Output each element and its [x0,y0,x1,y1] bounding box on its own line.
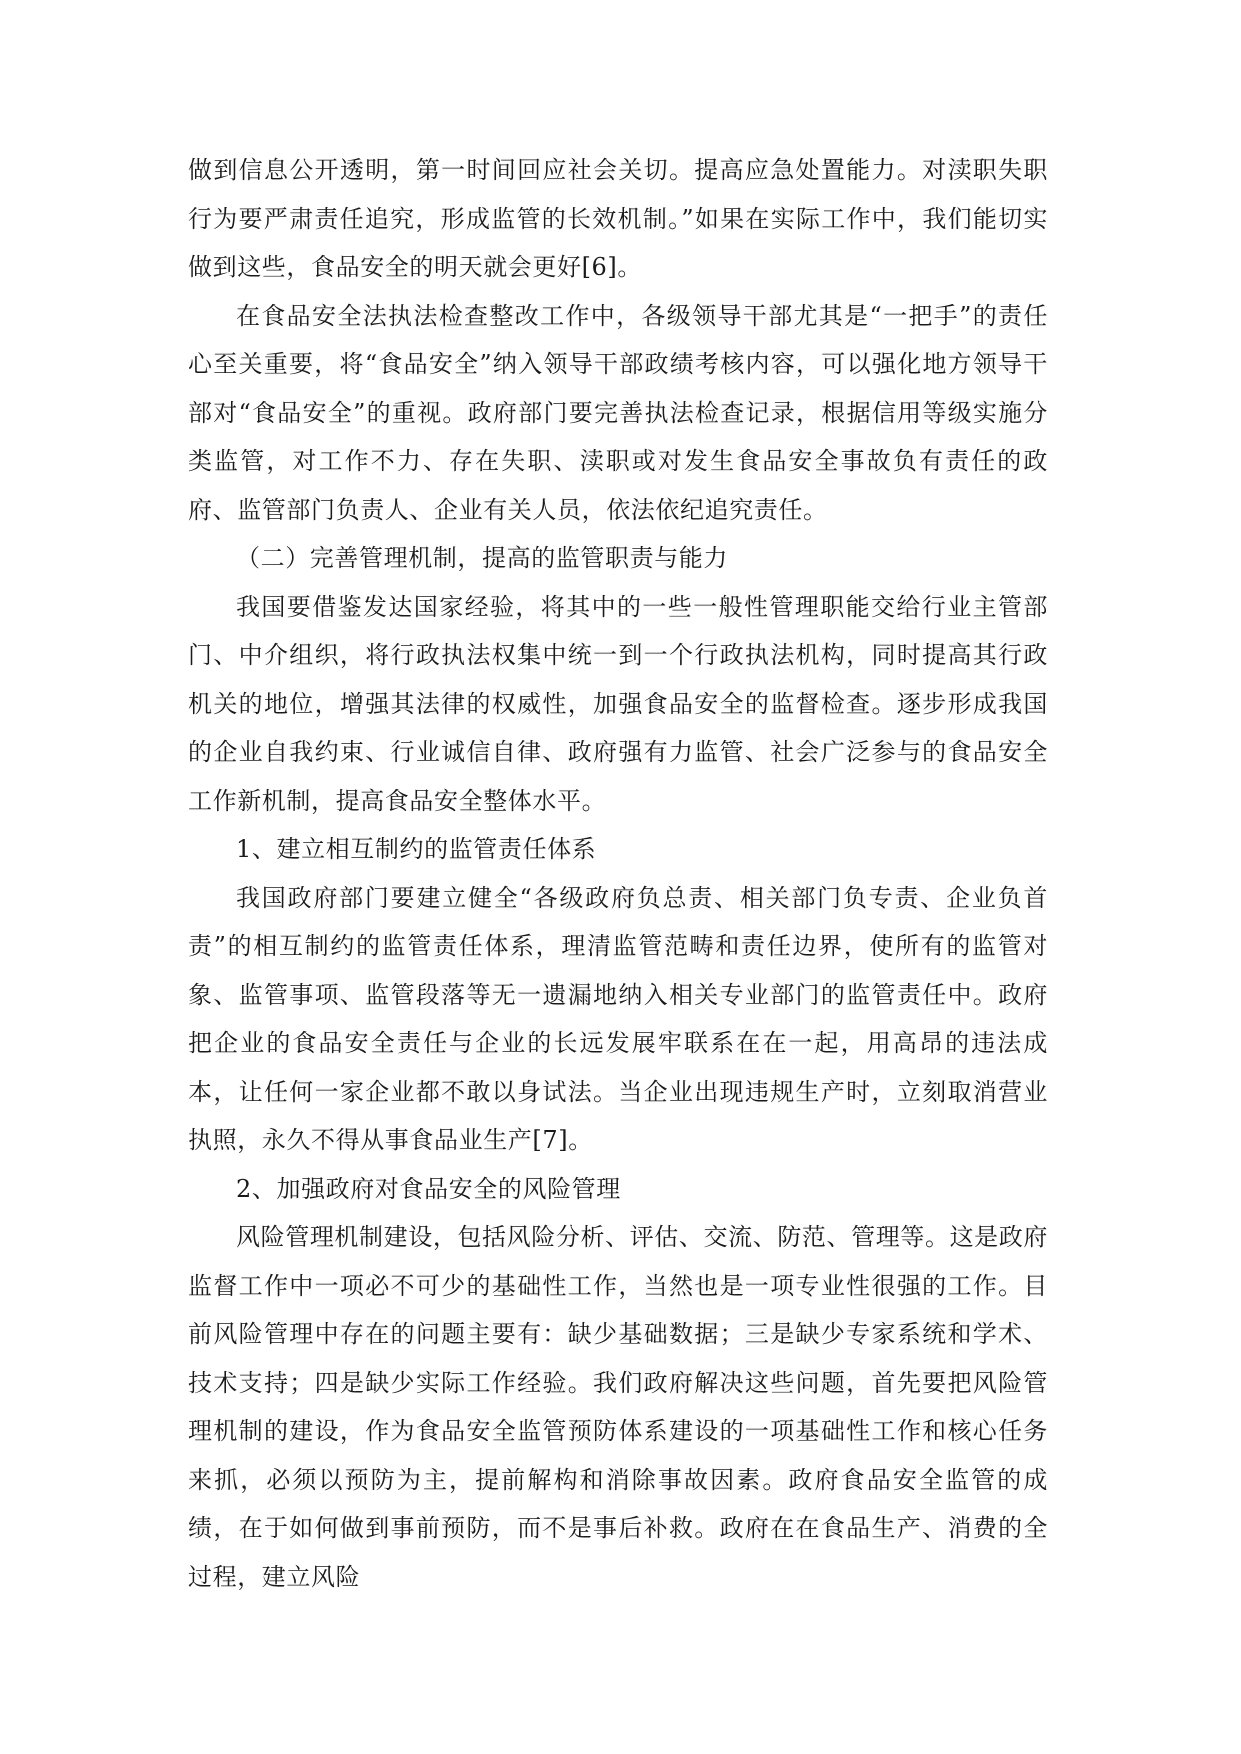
paragraph-responsibility-system: 我国政府部门要建立健全“各级政府负总责、相关部门负专责、企业负首责”的相互制约的监管责任体系，理清监管范畴和责任边界，使所有的监管对象、监管事项、监管段落等无一遗漏地纳入相关专业部门的监管责任中。政府把企业的食品安全责任与企业的长远发展牢联系在在一起，用高昂的违法成本，让任何一家企业都不敢以身试法。当企业出现违规生产时，立刻取消营业执照，永久不得从事食品业生产[7]。 [188,883,1048,1154]
paragraph-risk-management: 风险管理机制建设，包括风险分析、评估、交流、防范、管理等。这是政府监督工作中一项必不可少的基础性工作，当然也是一项专业性很强的工作。目前风险管理中存在的问题主要有：缺少基础数据；三是缺少专家系统和学术、技术支持；四是缺少实际工作经验。我们政府解决这些问题，首先要把风险管理机制的建设，作为食品安全监管预防体系建设的一项基础性工作和核心任务来抓，必须以预防为主，提前解构和消除事故因素。政府食品安全监管的成绩，在于如何做到事前预防，而不是事后补救。政府在在食品生产、消费的全过程，建立风险 [188,1223,1048,1591]
paragraph-management-mechanism: 我国要借鉴发达国家经验，将其中的一些一般性管理职能交给行业主管部门、中介组织，将行政执法权集中统一到一个行政执法机构，同时提高其行政机关的地位，增强其法律的权威性，加强食品安全的监督检查。逐步形成我国的企业自我约束、行业诚信自律、政府强有力监管、社会广泛参与的食品安全工作新机制，提高食品安全整体水平。 [188,592,1048,815]
paragraph-leadership-responsibility: 在食品安全法执法检查整改工作中，各级领导干部尤其是“一把手”的责任心至关重要，将“食品安全”纳入领导干部政绩考核内容，可以强化地方领导干部对“食品安全”的重视。政府部门要完善执法检查记录，根据信用等级实施分类监管，对工作不力、存在失职、渎职或对发生食品安全事故负有责任的政府、监管部门负责人、企业有关人员，依法依纪追究责任。 [188,301,1048,524]
paragraph-continuation: 做到信息公开透明，第一时间回应社会关切。提高应急处置能力。对渎职失职行为要严肃责任追究，形成监管的长效机制。”如果在实际工作中，我们能切实做到这些，食品安全的明天就会更好[6]。 [188,156,1048,281]
subheading-responsibility-system: 1、建立相互制约的监管责任体系 [236,835,597,863]
section-heading-management-mechanism: （二）完善管理机制，提高的监管职责与能力 [236,544,728,572]
document-body [188,146,1048,1601]
subheading-risk-management: 2、加强政府对食品安全的风险管理 [236,1174,621,1203]
